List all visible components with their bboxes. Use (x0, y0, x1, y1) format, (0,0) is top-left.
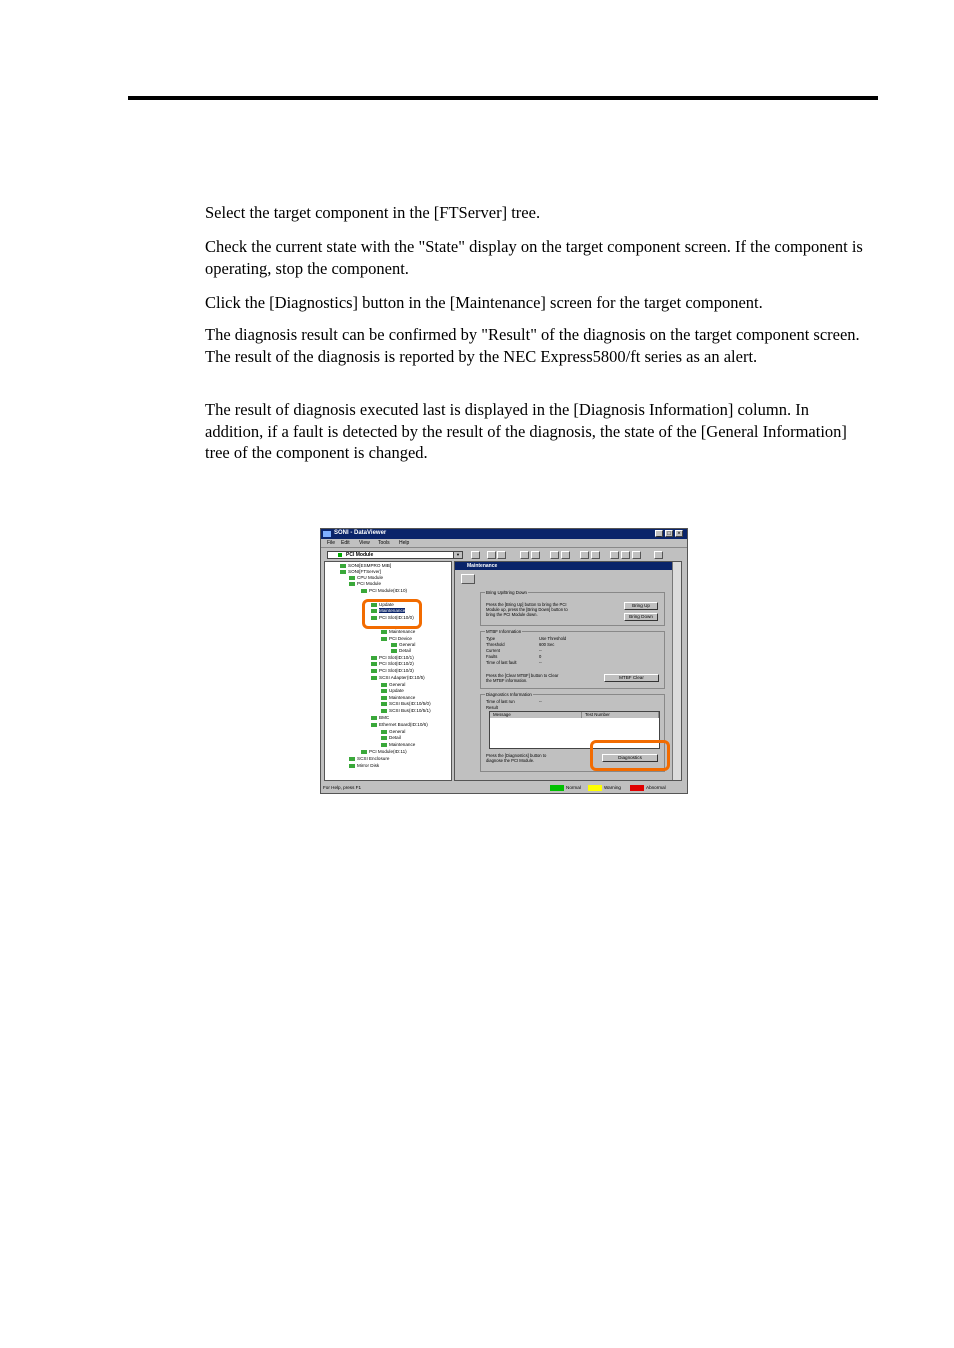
bring-text-line: Press the [Bring Up] button to bring the PCI (486, 602, 567, 607)
tree-node-selected[interactable]: Maintenance (371, 608, 405, 613)
mtbf-group (480, 631, 665, 689)
mtbf-group-title: MTBF Information (486, 629, 522, 634)
tree-node[interactable]: PCI Module(ID:11) (361, 749, 407, 754)
tree-node[interactable]: Mirror Disk (349, 763, 379, 768)
diag-text-line: diagnose the PCI Module. (486, 758, 535, 763)
step-diagnosis-info: The result of diagnosis executed last is displayed in the [Diagnosis Information] column. In addition, if a fault is detected by the result of the diagnosis, the state of the [General Information] tree of the component is changed. (205, 400, 847, 462)
maintenance-panel (454, 561, 682, 781)
menu-tools[interactable]: Tools (378, 540, 390, 546)
mtbf-clear-text: the MTBF information. (486, 678, 528, 683)
app-icon (323, 531, 331, 537)
view-small-icon[interactable] (591, 551, 600, 559)
back-icon[interactable] (487, 551, 496, 559)
mtbf-label: Time of last fault (486, 660, 517, 665)
legend-abnormal-swatch (630, 785, 644, 791)
legend-warning-label: Warning (604, 785, 621, 790)
tree-node[interactable]: PCI Slot(ID:10/3) (371, 668, 414, 673)
menu-bar (321, 539, 687, 547)
diag-time-value: -- (539, 699, 542, 704)
chevron-down-icon[interactable]: ▼ (453, 552, 462, 558)
view-tile-icon[interactable] (632, 551, 641, 559)
tree-node[interactable]: SCSI Adapter(ID:10/5) (371, 675, 425, 680)
tree-node[interactable]: Ethernet Board(ID:10/6) (371, 722, 428, 727)
window-titlebar (321, 529, 687, 539)
menu-edit[interactable]: Edit (341, 540, 350, 546)
minimize-icon[interactable]: _ (655, 530, 663, 537)
legend-warning-swatch (588, 785, 602, 791)
close-icon[interactable]: × (675, 530, 683, 537)
col-message[interactable]: Message (490, 712, 582, 718)
tree-node[interactable]: SCSI Bus(ID:10/5/0) (381, 701, 431, 706)
tree-node[interactable]: PCI Device (381, 636, 412, 641)
bring-text-line: bring the PCI Module down. (486, 612, 538, 617)
panel-scrollbar[interactable] (672, 562, 681, 780)
legend-normal-swatch (550, 785, 564, 791)
copy-icon[interactable] (531, 551, 540, 559)
tree-node[interactable]: PCI Slot(ID:10/1) (371, 655, 414, 660)
tree-node[interactable]: CPU Module (349, 575, 383, 580)
tree-node[interactable]: PCI Slot(ID:10/0) (371, 615, 414, 620)
tree-node[interactable]: SONI[FTServer] (340, 569, 381, 574)
status-text: For Help, press F1 (323, 785, 362, 790)
menu-help[interactable]: Help (399, 540, 410, 546)
refresh-icon[interactable] (520, 551, 529, 559)
mtbf-label: Type (486, 636, 496, 641)
status-bar (321, 783, 687, 793)
diag-result-label: Result (486, 705, 498, 710)
mtbf-value: Use Threshold (539, 636, 567, 641)
mtbf-value: -- (539, 648, 542, 653)
diag-text-line: Press the [Diagnostics] button to (486, 753, 547, 758)
col-test-number[interactable]: Test Number (582, 712, 659, 718)
up-folder-icon[interactable] (471, 551, 480, 559)
module-icon (338, 553, 342, 557)
legend-abnormal-label: Abnormal (646, 785, 666, 790)
tree-node[interactable]: PCI Module (349, 581, 381, 586)
menu-view[interactable]: View (359, 540, 370, 546)
menu-file[interactable]: File (327, 540, 336, 546)
tree-node[interactable]: General (381, 682, 405, 687)
header-rule (128, 96, 878, 100)
tree-node[interactable]: Detail (381, 735, 401, 740)
panel-title-bar (455, 562, 673, 570)
tree-node[interactable]: BMC (371, 715, 389, 720)
bring-group (480, 592, 665, 626)
diag-time-label: Time of last run (486, 699, 515, 704)
tree-node[interactable]: SONI[ESMPRO MIB] (340, 563, 391, 568)
mtbf-clear-button[interactable]: MTBF Clear (604, 674, 659, 682)
bring-down-button[interactable]: Bring Down (624, 613, 658, 621)
step-select-component: Select the target component in the [FTServer] tree. (205, 203, 541, 222)
highlight-diagnostics (590, 740, 670, 771)
diagnostics-group-title: Diagnostics Information (486, 692, 532, 697)
mtbf-clear-text: Press the [Clear MTBF] button to Clear (486, 673, 559, 678)
tree-node[interactable]: SCSI Bus(ID:10/5/1) (381, 708, 431, 713)
combo-value: PCI Module (346, 552, 374, 558)
mtbf-label: Faults (486, 654, 498, 659)
mtbf-label: Current (486, 648, 500, 653)
highlight-maintenance (362, 599, 422, 629)
tree-node[interactable]: SCSI Enclosure (349, 756, 389, 761)
legend-normal-label: Normal (566, 785, 581, 790)
help-pointer-icon[interactable] (654, 551, 663, 559)
tree-node[interactable]: Detail (391, 648, 411, 653)
view-detail-icon[interactable] (621, 551, 630, 559)
mtbf-label: Threshold (486, 642, 505, 647)
forward-icon[interactable] (497, 551, 506, 559)
tree-node[interactable]: General (381, 729, 405, 734)
bring-up-button[interactable]: Bring Up (624, 602, 658, 610)
tree-node[interactable]: Maintenance (381, 742, 415, 747)
panel-title: Maintenance (467, 563, 498, 569)
print-icon[interactable] (550, 551, 559, 559)
view-large-icon[interactable] (580, 551, 589, 559)
view-list-icon[interactable] (610, 551, 619, 559)
bring-group-title: Bring Up/Bring Down (486, 590, 527, 595)
tree-node[interactable]: Update (381, 688, 404, 693)
mtbf-value: 600 Sec (539, 642, 555, 647)
component-combo[interactable] (327, 551, 463, 559)
diagnostics-button[interactable]: Diagnostics (602, 754, 658, 762)
tree-node[interactable]: PCI Module(ID:10) (361, 588, 407, 593)
mtbf-value: -- (539, 660, 542, 665)
maximize-icon[interactable]: □ (665, 530, 673, 537)
tree-node[interactable]: Maintenance (381, 695, 415, 700)
toolbar (321, 547, 687, 562)
step-check-state: Check the current state with the "State" display on the target component screen. If the component is operating, stop the component. (205, 237, 863, 278)
tree-node[interactable]: General (391, 642, 415, 647)
bring-text-line: Module up, press the [Bring Down] button to (486, 607, 568, 612)
dataviewer-screenshot (320, 528, 688, 794)
window-title: SONI - DataViewer (334, 530, 387, 536)
mtbf-value: 0 (539, 654, 542, 659)
step-click-diagnostics: Click the [Diagnostics] button in the [Maintenance] screen for the target component. (205, 293, 763, 312)
tree-node[interactable]: PCI Slot(ID:10/2) (371, 661, 414, 666)
ftserver-tree[interactable] (324, 561, 452, 781)
tree-node[interactable]: Maintenance (381, 629, 415, 634)
print-icon[interactable] (461, 574, 475, 584)
step-confirm-result: The diagnosis result can be confirmed by "Result" of the diagnosis on the target component screen. The result of the diagnosis is reported by the NEC Express5800/ft series as an alert. (205, 325, 860, 366)
preview-icon[interactable] (561, 551, 570, 559)
tree-node[interactable]: Update (371, 602, 394, 607)
